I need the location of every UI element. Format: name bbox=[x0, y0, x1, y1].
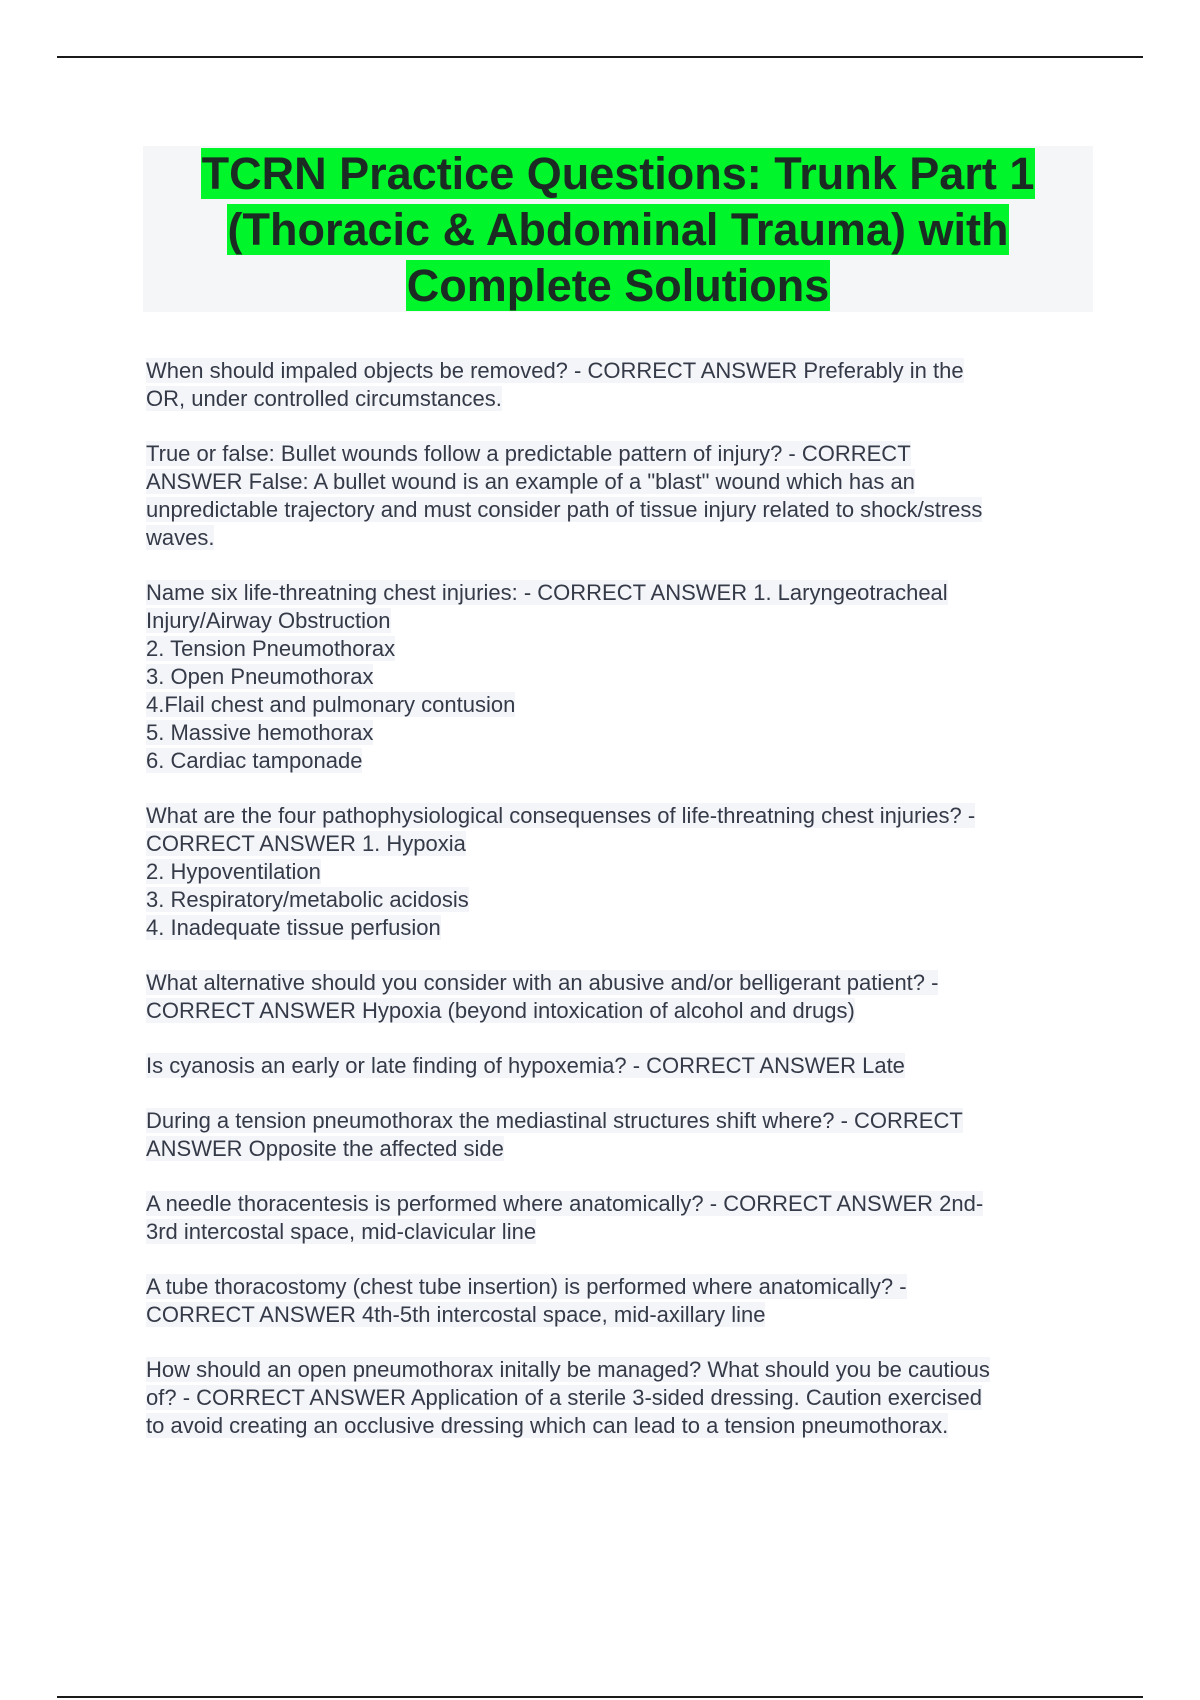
qa-line bbox=[146, 1301, 1096, 1329]
qa-line-text: True or false: Bullet wounds follow a predictable pattern of injury? - CORRECT bbox=[146, 441, 911, 466]
qa-line bbox=[146, 969, 1096, 997]
qa-entry bbox=[146, 802, 1096, 942]
qa-line bbox=[146, 607, 1096, 635]
qa-line bbox=[146, 886, 1096, 914]
qa-entry bbox=[146, 1107, 1096, 1163]
qa-line-text: of? - CORRECT ANSWER Application of a sterile 3-sided dressing. Caution exercised bbox=[146, 1385, 982, 1410]
qa-line bbox=[146, 914, 1096, 942]
qa-line bbox=[146, 1412, 1096, 1440]
qa-line bbox=[146, 719, 1096, 747]
qa-line bbox=[146, 1107, 1096, 1135]
qa-line-text: When should impaled objects be removed? - CORRECT ANSWER Preferably in the bbox=[146, 358, 964, 383]
qa-line-text: ANSWER Opposite the affected side bbox=[146, 1136, 504, 1161]
qa-line-text: 3. Open Pneumothorax bbox=[146, 664, 374, 689]
qa-line-text: 4.Flail chest and pulmonary contusion bbox=[146, 692, 516, 717]
bottom-divider bbox=[57, 1696, 1143, 1698]
qa-line bbox=[146, 747, 1096, 775]
qa-line-text: OR, under controlled circumstances. bbox=[146, 386, 502, 411]
qa-line bbox=[146, 385, 1096, 413]
qa-line bbox=[146, 830, 1096, 858]
qa-line-text: Injury/Airway Obstruction bbox=[146, 608, 391, 633]
qa-entry bbox=[146, 1052, 1096, 1080]
qa-line bbox=[146, 691, 1096, 719]
qa-line bbox=[146, 858, 1096, 886]
qa-line-text: 2. Tension Pneumothorax bbox=[146, 636, 396, 661]
qa-line-text: 2. Hypoventilation bbox=[146, 859, 321, 884]
title-banner bbox=[143, 146, 1093, 312]
qa-line-text: How should an open pneumothorax initally be managed? What should you be cautious bbox=[146, 1357, 990, 1382]
qa-line bbox=[146, 579, 1096, 607]
qa-entry bbox=[146, 1190, 1096, 1246]
qa-line bbox=[146, 468, 1096, 496]
qa-line-text: waves. bbox=[146, 525, 215, 550]
qa-entry bbox=[146, 1273, 1096, 1329]
qa-line bbox=[146, 997, 1096, 1025]
qa-line-text: Is cyanosis an early or late finding of hypoxemia? - CORRECT ANSWER Late bbox=[146, 1053, 905, 1078]
qa-entry bbox=[146, 357, 1096, 413]
qa-line-text: CORRECT ANSWER 4th-5th intercostal space, mid-axillary line bbox=[146, 1302, 766, 1327]
qa-line-text: Name six life-threatning chest injuries: - CORRECT ANSWER 1. Laryngeotracheal bbox=[146, 580, 948, 605]
qa-line-text: During a tension pneumothorax the mediastinal structures shift where? - CORRECT bbox=[146, 1108, 963, 1133]
qa-line bbox=[146, 802, 1096, 830]
qa-line-text: to avoid creating an occlusive dressing which can lead to a tension pneumothorax. bbox=[146, 1413, 949, 1438]
qa-line-text: 3. Respiratory/metabolic acidosis bbox=[146, 887, 469, 912]
qa-line bbox=[146, 1052, 1096, 1080]
qa-line bbox=[146, 1273, 1096, 1301]
qa-entry bbox=[146, 1356, 1096, 1440]
qa-line bbox=[146, 1190, 1096, 1218]
qa-line-text: CORRECT ANSWER Hypoxia (beyond intoxication of alcohol and drugs) bbox=[146, 998, 855, 1023]
qa-line bbox=[146, 440, 1096, 468]
qa-line bbox=[146, 496, 1096, 524]
qa-line-text: A needle thoracentesis is performed where anatomically? - CORRECT ANSWER 2nd- bbox=[146, 1191, 984, 1216]
qa-line-text: CORRECT ANSWER 1. Hypoxia bbox=[146, 831, 466, 856]
qa-line-text: 5. Massive hemothorax bbox=[146, 720, 374, 745]
title-line: TCRN Practice Questions: Trunk Part 1 bbox=[201, 148, 1035, 199]
qa-line bbox=[146, 1135, 1096, 1163]
qa-line-text: 4. Inadequate tissue perfusion bbox=[146, 915, 441, 940]
title-line: (Thoracic & Abdominal Trauma) with bbox=[227, 204, 1009, 255]
qa-line bbox=[146, 357, 1096, 385]
qa-line bbox=[146, 635, 1096, 663]
top-divider bbox=[57, 56, 1143, 58]
qa-line-text: A tube thoracostomy (chest tube insertion) is performed where anatomically? - bbox=[146, 1274, 907, 1299]
qa-line-text: 3rd intercostal space, mid-clavicular line bbox=[146, 1219, 537, 1244]
qa-line bbox=[146, 663, 1096, 691]
qa-line-text: ANSWER False: A bullet wound is an example of a "blast" wound which has an bbox=[146, 469, 915, 494]
qa-entry bbox=[146, 969, 1096, 1025]
qa-line-text: unpredictable trajectory and must consider path of tissue injury related to shock/stress bbox=[146, 497, 983, 522]
question-answer-list bbox=[146, 357, 1096, 1467]
qa-entry bbox=[146, 579, 1096, 775]
qa-line bbox=[146, 524, 1096, 552]
qa-line-text: 6. Cardiac tamponade bbox=[146, 748, 363, 773]
qa-line-text: What alternative should you consider with an abusive and/or belligerant patient? - bbox=[146, 970, 939, 995]
qa-line bbox=[146, 1218, 1096, 1246]
title-line: Complete Solutions bbox=[406, 260, 830, 311]
qa-line bbox=[146, 1356, 1096, 1384]
qa-line-text: What are the four pathophysiological consequenses of life-threatning chest injuries? - bbox=[146, 803, 976, 828]
page-title bbox=[143, 146, 1093, 314]
qa-entry bbox=[146, 440, 1096, 552]
qa-line bbox=[146, 1384, 1096, 1412]
